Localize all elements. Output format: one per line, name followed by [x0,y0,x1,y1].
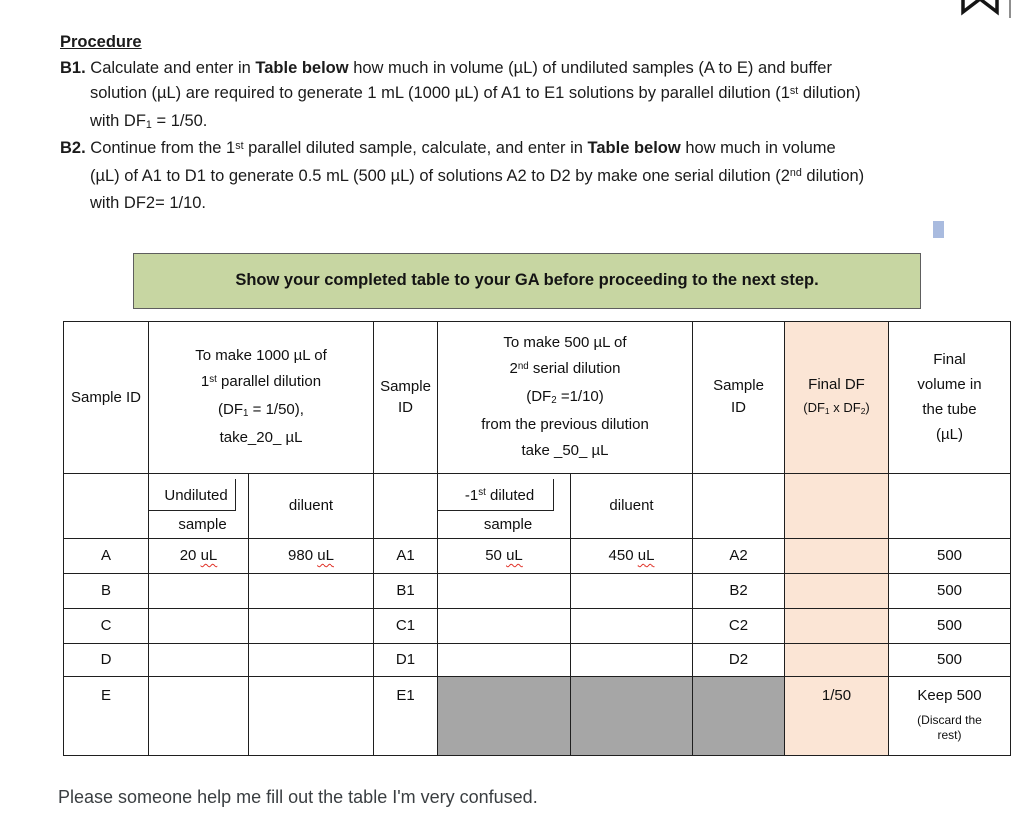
step-b1-label: B1. [60,58,86,77]
cell-final-volume: 500 [889,643,1011,676]
disabled-cell [693,676,785,755]
cell-undiluted-volume [149,608,249,643]
step-b2-label: B2. [60,139,86,157]
table-row-d [64,643,1011,676]
cell-sample-id: C [64,608,149,643]
cell-final-volume: 500 [889,573,1011,608]
cell-sample-id: B2 [693,573,785,608]
disabled-cell [571,676,693,755]
cell-final-volume: Keep 500 (Discard the rest) [889,676,1011,755]
document-page [60,30,1010,810]
cell-sample-id: A2 [693,538,785,573]
header-undiluted-sample: Undiluted sample [149,473,249,538]
cell-final-df [785,573,889,608]
cell-diluent-volume [249,676,374,755]
step-b2: B2. Continue from the 1st parallel diluted sample, calculate, and enter in Table below how much in volume (µL) of A1 to D1 to generate 0.5 mL (500 µL) of solutions A2 to D2 by make one serial dilution (2nd dilution) with DF2= 1/10. [60,139,865,212]
empty-cell [889,473,1011,538]
header-make-1000: To make 1000 µL of 1st parallel dilution (DF1 = 1/50), take_20_ µL [149,321,374,473]
cursor-artifact [933,221,944,238]
cell-diluent-volume [571,643,693,676]
header-make-500: To make 500 µL of 2nd serial dilution (DF2 =1/10) from the previous dilution take _50_ µL [438,321,693,473]
empty-cell [374,473,438,538]
cell-diluted-volume [438,573,571,608]
cell-sample-id: C1 [374,608,438,643]
cell-sample-id: B1 [374,573,438,608]
divider [1009,0,1011,18]
table-row-b [64,573,1011,608]
header-sample-id-1: Sample ID [64,321,149,473]
cell-final-df: 1/50 [785,676,889,755]
cell-undiluted-volume [149,573,249,608]
header-diluent-2: diluent [571,473,693,538]
ga-instruction-text: Show your completed table to your GA before proceeding to the next step. [235,271,819,289]
bookmark-icon[interactable] [958,0,1002,16]
table-row-e [64,676,1011,755]
cell-final-df [785,643,889,676]
cell-diluted-volume: 50 uL [438,538,571,573]
cell-sample-id: D [64,643,149,676]
dilution-table [63,321,1011,756]
cell-final-df [785,538,889,573]
ga-instruction-box [133,253,921,309]
table-row-a [64,538,1011,573]
cell-diluent-volume [249,608,374,643]
cell-diluted-volume [438,643,571,676]
cell-sample-id: D1 [374,643,438,676]
cell-undiluted-volume: 20 uL [149,538,249,573]
cell-sample-id: D2 [693,643,785,676]
user-comment: Please someone help me fill out the table I'm very confused. [58,786,538,807]
cell-diluent-volume [249,643,374,676]
empty-cell [64,473,149,538]
cell-sample-id: E [64,676,149,755]
cell-final-df [785,608,889,643]
cell-sample-id: E1 [374,676,438,755]
cell-diluent-volume [249,573,374,608]
cell-diluent-volume: 980 uL [249,538,374,573]
header-sample-id-2: Sample ID [374,321,438,473]
window-controls [954,0,1024,24]
header-final-df: Final DF (DF1 x DF2) [785,321,889,473]
table-row-c [64,608,1011,643]
header-row-2 [64,473,1011,538]
cell-diluent-volume: 450 uL [571,538,693,573]
header-first-diluted-sample: -1st diluted sample [438,473,571,538]
disabled-cell [438,676,571,755]
cell-final-volume: 500 [889,538,1011,573]
cell-diluent-volume [571,573,693,608]
cell-diluted-volume [438,608,571,643]
header-row-1 [64,321,1011,473]
step-b1: B1. Calculate and enter in Table below how much in volume (µL) of undiluted samples (A to E) and buffer solution (µL) are required to generate 1 mL (1000 µL) of A1 to E1 solutions by parallel dilution (1st dilution) with DF1 = 1/50. [60,58,861,132]
cell-sample-id: A [64,538,149,573]
header-diluent-1: diluent [249,473,374,538]
procedure-heading: Procedure [60,33,142,51]
cell-final-volume: 500 [889,608,1011,643]
cell-sample-id: A1 [374,538,438,573]
empty-cell [693,473,785,538]
empty-cell-final-df [785,473,889,538]
header-final-volume: Final volume in the tube (µL) [889,321,1011,473]
cell-sample-id: C2 [693,608,785,643]
cell-undiluted-volume [149,643,249,676]
cell-diluent-volume [571,608,693,643]
cell-sample-id: B [64,573,149,608]
header-sample-id-3: Sample ID [693,321,785,473]
cell-undiluted-volume [149,676,249,755]
